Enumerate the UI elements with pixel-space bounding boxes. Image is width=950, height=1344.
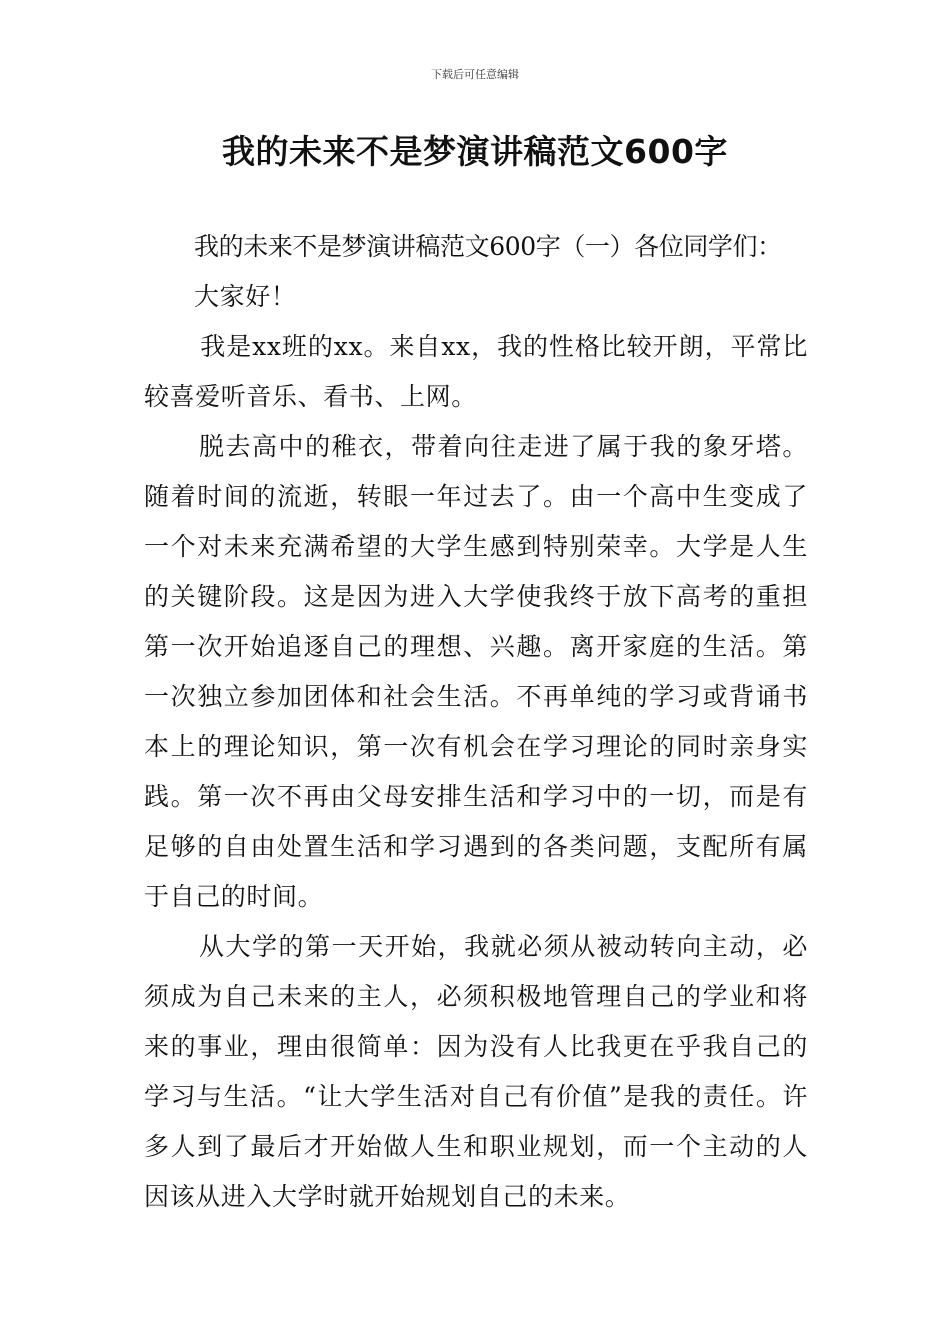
- document-body: [144, 222, 808, 1222]
- document-title: 我的未来不是梦演讲稿范文600字: [222, 132, 728, 171]
- paragraph-greeting: 大家好！: [194, 282, 297, 311]
- paragraph-university-life: 脱去高中的稚衣，带着向往走进了属于我的象牙塔。随着时间的流逝，转眼一年过去了。由一个高中生变成了一个对未来充满希望的大学生感到特别荣幸。大学是人生的关键阶段。这是因为进入大学使我终于放下高考的重担第一次开始追逐自己的理想、兴趣。离开家庭的生活。第一次独立参加团体和社会生活。不再单纯的学习或背诵书本上的理论知识，第一次有机会在学习理论的同时亲身实践。第一次不再由父母安排生活和学习中的一切，而是有足够的自由处置生活和学习遇到的各类问题，支配所有属于自己的时间。: [144, 432, 808, 911]
- paragraph-introduction: 我是xx班的xx。来自xx，我的性格比较开朗，平常比较喜爱听音乐、看书、上网。: [144, 332, 808, 411]
- paragraph-greeting-heading: 我的未来不是梦演讲稿范文600字（一）各位同学们：: [194, 232, 782, 261]
- paragraph-future-planning: 从大学的第一天开始，我就必须从被动转向主动，必须成为自己未来的主人，必须积极地管理自己的学业和将来的事业，理由很简单：因为没有人比我更在乎我自己的学习与生活。“让大学生活对自己有价值”是我的责任。许多人到了最后才开始做人生和职业规划，而一个主动的人因该从进入大学时就开始规划自己的未来。: [144, 932, 808, 1211]
- header-note: 下载后可任意编辑: [431, 68, 519, 81]
